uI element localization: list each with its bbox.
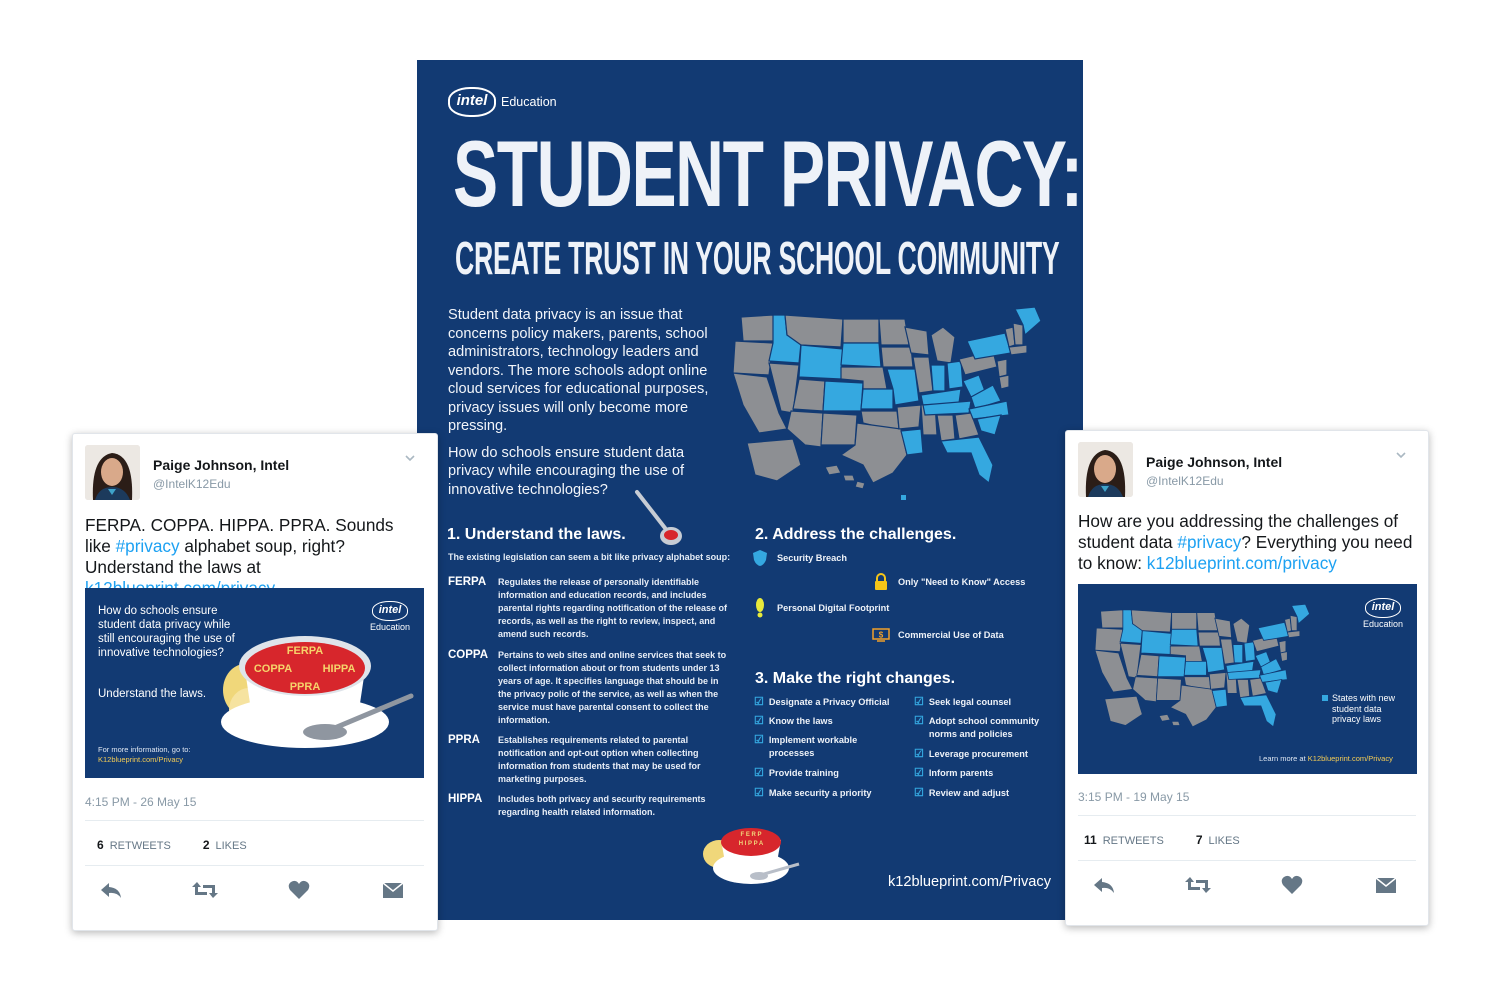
change-label: Review and adjust (928, 788, 1010, 798)
avatar[interactable] (1078, 442, 1133, 497)
like-icon[interactable] (285, 878, 313, 902)
challenge-item (872, 573, 1025, 591)
divider (1078, 815, 1416, 816)
retweet-count: 6 (97, 838, 104, 852)
law-name: FERPA (448, 576, 487, 588)
check-icon: ☑ (754, 767, 764, 779)
change-label: Inform parents (928, 768, 994, 778)
card-more-info (98, 745, 191, 765)
logo-subtitle: Education (370, 622, 411, 632)
law-description: Pertains to web sites and online services that seek to collect information about or from students under 13 years of age. It specifies language that should be in the privacy polic of the service, as well as when the service must have parental consent to collect the information. (498, 650, 727, 725)
like-icon[interactable] (1278, 873, 1306, 897)
card-learn-more (1259, 754, 1393, 763)
tweet-card-left (72, 433, 438, 931)
poster-intro (448, 306, 723, 507)
logo-subtitle: Education (501, 95, 557, 109)
ladle-icon (633, 488, 685, 550)
tweet-card-right (1065, 430, 1429, 926)
change-label: Designate a Privacy Official (768, 697, 890, 707)
shield-icon (751, 549, 769, 567)
us-privacy-map (1088, 596, 1318, 756)
tweet-timestamp[interactable]: 4:15 PM - 26 May 15 (85, 795, 197, 809)
svg-text:$: $ (878, 630, 884, 640)
lock-icon (872, 573, 890, 591)
hashtag-link[interactable]: #privacy (1177, 532, 1242, 552)
card-more-label: For more information, go to: (98, 745, 191, 754)
soup-letters: HIPPA (322, 663, 356, 675)
change-label: Leverage procurement (928, 749, 1028, 759)
check-icon: ☑ (914, 767, 924, 779)
law-name: PPRA (448, 734, 480, 746)
change-item (754, 734, 864, 760)
challenge-label: Only "Need to Know" Access (898, 577, 1026, 587)
retweet-stat[interactable] (1084, 833, 1164, 847)
retweet-count: 11 (1084, 833, 1097, 847)
check-icon: ☑ (754, 734, 764, 746)
intro-question: How do schools ensure student data privacy while encouraging the use of innovative technologies? (448, 444, 685, 498)
hashtag-link[interactable]: #privacy (115, 536, 180, 556)
learn-link: K12blueprint.com/Privacy (1307, 754, 1393, 763)
check-icon: ☑ (914, 748, 924, 760)
check-icon: ☑ (754, 787, 764, 799)
retweet-icon[interactable] (191, 878, 219, 902)
user-handle[interactable]: @IntelK12Edu (1146, 474, 1224, 488)
like-label: LIKES (1208, 835, 1240, 847)
dm-icon[interactable] (1372, 873, 1400, 897)
check-icon: ☑ (914, 696, 924, 708)
tweet-text-part: How are you addressing the challenges of student data (1078, 511, 1399, 552)
change-item (754, 787, 872, 800)
challenge-item (872, 626, 1004, 644)
like-stat[interactable] (1196, 833, 1240, 847)
user-handle[interactable]: @IntelK12Edu (153, 477, 231, 491)
like-count: 2 (202, 838, 210, 852)
retweet-label: RETWEETS (1102, 835, 1164, 847)
chevron-down-icon[interactable] (1396, 450, 1406, 460)
intel-education-logo (1363, 598, 1403, 629)
tweet-text-part: FERPA. COPPA. HIPPA. PPRA. Sounds like (85, 515, 394, 556)
check-icon: ☑ (914, 787, 924, 799)
tweet-actions (1090, 873, 1400, 897)
card-cta: Understand the laws. (98, 688, 207, 700)
svg-text:F E R P: F E R P (740, 832, 762, 838)
dm-icon[interactable] (379, 878, 407, 902)
challenge-item (751, 599, 889, 617)
challenge-label: Personal Digital Footprint (777, 603, 890, 613)
change-item (754, 767, 839, 780)
challenge-label: Commercial Use of Data (898, 630, 1004, 640)
dollar-icon (872, 626, 890, 644)
change-label: Know the laws (768, 716, 833, 726)
soup-letters: PPRA (289, 681, 321, 693)
url-link[interactable]: k12blueprint.com/privacy (1146, 553, 1337, 573)
retweet-icon[interactable] (1184, 873, 1212, 897)
tweet-text (85, 515, 423, 599)
divider (85, 865, 424, 866)
display-name[interactable]: Paige Johnson, Intel (153, 457, 290, 473)
reply-icon[interactable] (97, 878, 125, 902)
footprint-icon (751, 599, 769, 617)
intel-logo-mark: intel (1365, 598, 1401, 618)
law-coppa (448, 649, 748, 727)
tweet-stats (97, 838, 247, 852)
law-description: Regulates the release of personally identifiable information and education records, and includes parental rights regarding notification of the release of records, as well as the right to review, inspect, and amend such records. (498, 577, 728, 639)
challenge-label: Security Breach (777, 553, 847, 563)
us-privacy-map (723, 305, 1053, 515)
avatar[interactable] (85, 445, 140, 500)
legend-label: States with new student data privacy laws (1332, 693, 1396, 724)
intel-logo-mark: intel (372, 601, 408, 621)
challenge-item (751, 549, 847, 567)
law-ppra (448, 734, 748, 786)
law-description: Establishes requirements related to parental notification and opt-out option when collecting information from students that may be used for marketing purposes. (498, 735, 701, 784)
tweet-stats (1084, 833, 1240, 847)
check-icon: ☑ (754, 715, 764, 727)
change-item (754, 715, 833, 728)
section1-description: The existing legislation can seem a bit like privacy alphabet soup: (448, 552, 731, 562)
section-make-changes: 3. Make the right changes. (755, 670, 956, 687)
divider (1078, 860, 1416, 861)
soup-bowl-illustration (701, 812, 801, 894)
poster-title: STUDENT PRIVACY: (453, 121, 1082, 226)
change-item (914, 696, 1011, 709)
check-icon: ☑ (914, 715, 924, 727)
soup-letters: COPPA (253, 663, 293, 675)
legend-swatch (1322, 695, 1328, 701)
retweet-stat[interactable] (97, 838, 171, 852)
logo-subtitle: Education (1363, 619, 1404, 629)
change-label: Implement workable processes (768, 735, 858, 758)
card-question: How do schools ensure student data privacy while still encouraging the use of innovative technologies? (98, 605, 235, 659)
change-label: Seek legal counsel (928, 697, 1012, 707)
soup-bowl-illustration (215, 610, 415, 750)
law-name: COPPA (448, 649, 489, 661)
chevron-down-icon[interactable] (405, 453, 415, 463)
intel-logo-mark: intel (448, 87, 496, 117)
poster-subtitle: CREATE TRUST IN YOUR SCHOOL COMMUNITY (455, 232, 1060, 284)
tweet-actions (97, 878, 407, 902)
change-label: Provide training (768, 768, 839, 778)
divider (85, 820, 424, 821)
intel-education-logo (448, 87, 557, 117)
change-item (914, 715, 1049, 741)
svg-text:H I P P A: H I P P A (738, 841, 764, 847)
soup-letters: FERPA (286, 645, 324, 657)
section-address-challenges: 2. Address the challenges. (755, 526, 957, 543)
intro-paragraph: Student data privacy is an issue that concerns policy makers, parents, school administrators, technology leaders and vendors. The more schools adopt online cloud services for educational purposes, privacy issues will only become more pressing. (448, 307, 709, 434)
check-icon: ☑ (754, 696, 764, 708)
change-item (914, 748, 1028, 761)
poster-url[interactable]: k12blueprint.com/Privacy (887, 874, 1051, 890)
tweet-image-card[interactable] (85, 588, 424, 778)
card-more-link: K12blueprint.com/Privacy (98, 755, 184, 764)
law-name: HIPPA (448, 793, 483, 805)
change-label: Make security a priority (768, 788, 872, 798)
like-count: 7 (1195, 833, 1203, 847)
tweet-text (1078, 511, 1418, 574)
infographic-poster (417, 60, 1083, 920)
display-name[interactable]: Paige Johnson, Intel (1146, 454, 1283, 470)
section-understand-laws: 1. Understand the laws. (447, 526, 626, 543)
tweet-image-card[interactable] (1078, 584, 1417, 774)
change-item (914, 787, 1009, 800)
change-label: Adopt school community norms and policies (928, 716, 1040, 739)
like-label: LIKES (215, 840, 247, 852)
law-ferpa (448, 576, 748, 641)
reply-icon[interactable] (1090, 873, 1118, 897)
tweet-timestamp[interactable]: 3:15 PM - 19 May 15 (1078, 790, 1190, 804)
tweet-text-part: ? Everything you need to know: (1078, 532, 1413, 573)
retweet-label: RETWEETS (109, 840, 171, 852)
tweet-text-part: alphabet soup, right? Understand the laws at (85, 536, 345, 577)
change-item (754, 696, 889, 709)
law-description: Includes both privacy and security requirements regarding health related information. (498, 794, 706, 817)
map-legend (1322, 693, 1408, 725)
change-item (914, 767, 993, 780)
learn-prefix: Learn more at (1259, 754, 1308, 763)
like-stat[interactable] (203, 838, 247, 852)
